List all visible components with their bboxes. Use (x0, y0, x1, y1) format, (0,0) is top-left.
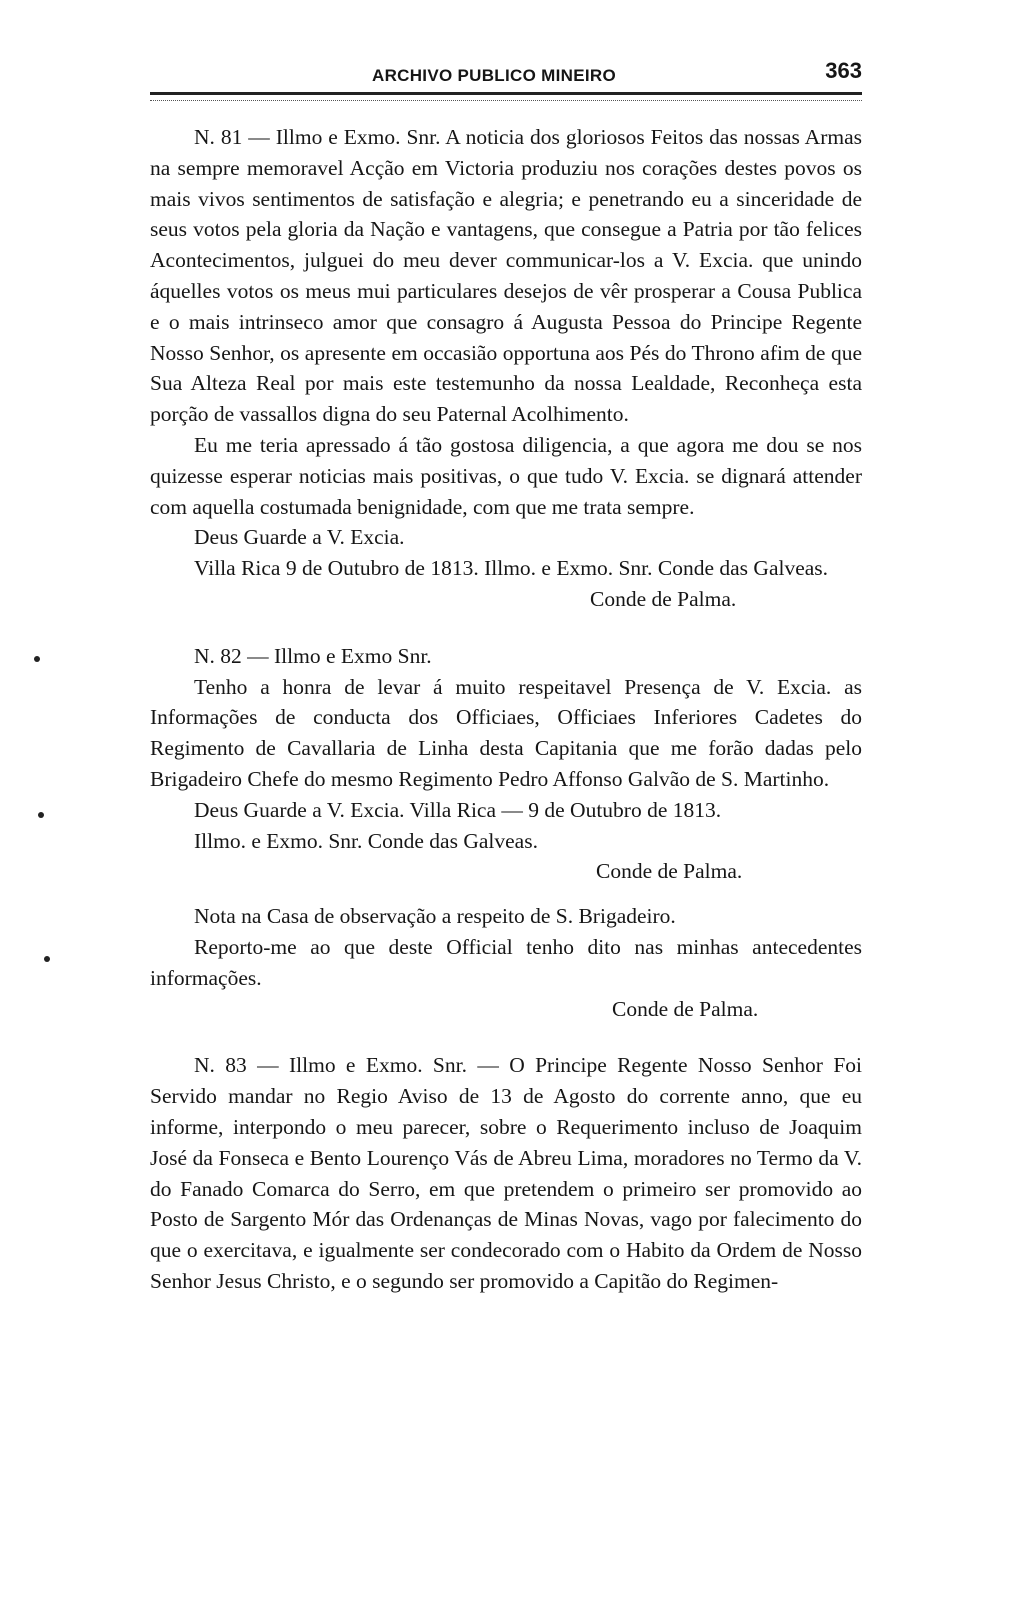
letter-heading: N. 82 — Illmo e Exmo Snr. (194, 643, 432, 668)
letter-82 (150, 641, 862, 1025)
running-title: ARCHIVO PUBLICO MINEIRO (372, 66, 616, 85)
letter-signature: Conde de Palma. (612, 996, 759, 1021)
letter-closing: Deus Guarde a V. Excia. (194, 525, 405, 550)
page-body (150, 122, 862, 1297)
letter-dateline: Villa Rica 9 de Outubro de 1813. Illmo. e Exmo. Snr. Conde das Galveas. (194, 556, 829, 581)
margin-mark (44, 956, 50, 962)
letter-paragraph: Tenho a honra de levar á muito respeitavel Presença de V. Excia. as Informações de conducta dos Officiaes, Officiaes Inferiores Cadetes do Regimento de Cavallaria de Linha desta Capitania que me forão dadas pelo Brigadeiro Chefe do mesmo Regimento Pedro Affonso Galvão de S. Martinho. (150, 674, 862, 791)
letter-signature: Conde de Palma. (590, 586, 737, 611)
letter-closing: Deus Guarde a V. Excia. Villa Rica — 9 de Outubro de 1813. (194, 797, 722, 822)
letter-signature: Conde de Palma. (596, 859, 743, 884)
letter-83 (150, 1050, 862, 1296)
letter-note: Nota na Casa de observação a respeito de S. Brigadeiro. (194, 904, 676, 929)
page-header (150, 58, 862, 102)
letter-81 (150, 122, 862, 615)
letter-addressee: Illmo. e Exmo. Snr. Conde das Galveas. (194, 828, 538, 853)
margin-mark (38, 812, 44, 818)
section-gap (150, 887, 862, 901)
letter-paragraph: N. 83 — Illmo e Exmo. Snr. — O Principe Regente Nosso Senhor Foi Servido mandar no Regio Aviso de 13 de Agosto do corrente anno, que eu informe, interpondo o meu parecer, sobre o Requerimento incluso de Joaquim José da Fonseca e Bento Lourenço Vás de Abreu Lima, moradores no Termo da V. do Fanado Comarca do Serro, em que pretendem o primeiro ser promovido ao Posto de Sargento Mór das Ordenanças de Minas Novas, vago por falecimento do que o exercitava, e igualmente ser condecorado com o Habito da Ordem de Nosso Senhor Jesus Christo, e o segundo ser promovido a Capitão do Regimen- (150, 1053, 862, 1293)
page-number: 363 (825, 58, 862, 83)
section-gap (150, 615, 862, 641)
letter-paragraph: N. 81 — Illmo e Exmo. Snr. A noticia dos gloriosos Feitos das nossas Armas na sempre memoravel Acção em Victoria produziu nos corações destes povos os mais vivos sentimentos de satisfação e alegria; e penetrando eu a sinceridade de seus votos pela gloria da Nação e vantagens, que consegue a Patria por tão felices Acontecimentos, julguei do meu dever communicar-los a V. Excia. que unindo áquelles votos os meus mui particulares desejos de vêr prosperar a Cousa Publica e o mais intrinseco amor que consagro á Augusta Pessoa do Principe Regente Nosso Senhor, os apresente em occasião opportuna aos Pés do Throno afim de que Sua Alteza Real por mais este testemunho da nossa Lealdade, Reconheça esta porção de vassallos digna do seu Paternal Acolhimento. (150, 125, 862, 427)
margin-mark (34, 656, 40, 662)
header-rule (150, 92, 862, 101)
section-gap (150, 1024, 862, 1050)
letter-paragraph: Eu me teria apressado á tão gostosa diligencia, a que agora me dou se nos quizesse esperar noticias mais positivas, o que tudo V. Excia. se dignará attender com aquella costumada benignidade, com que me trata sempre. (150, 432, 862, 519)
letter-note: Reporto-me ao que deste Official tenho dito nas minhas antecedentes informações. (150, 934, 862, 990)
